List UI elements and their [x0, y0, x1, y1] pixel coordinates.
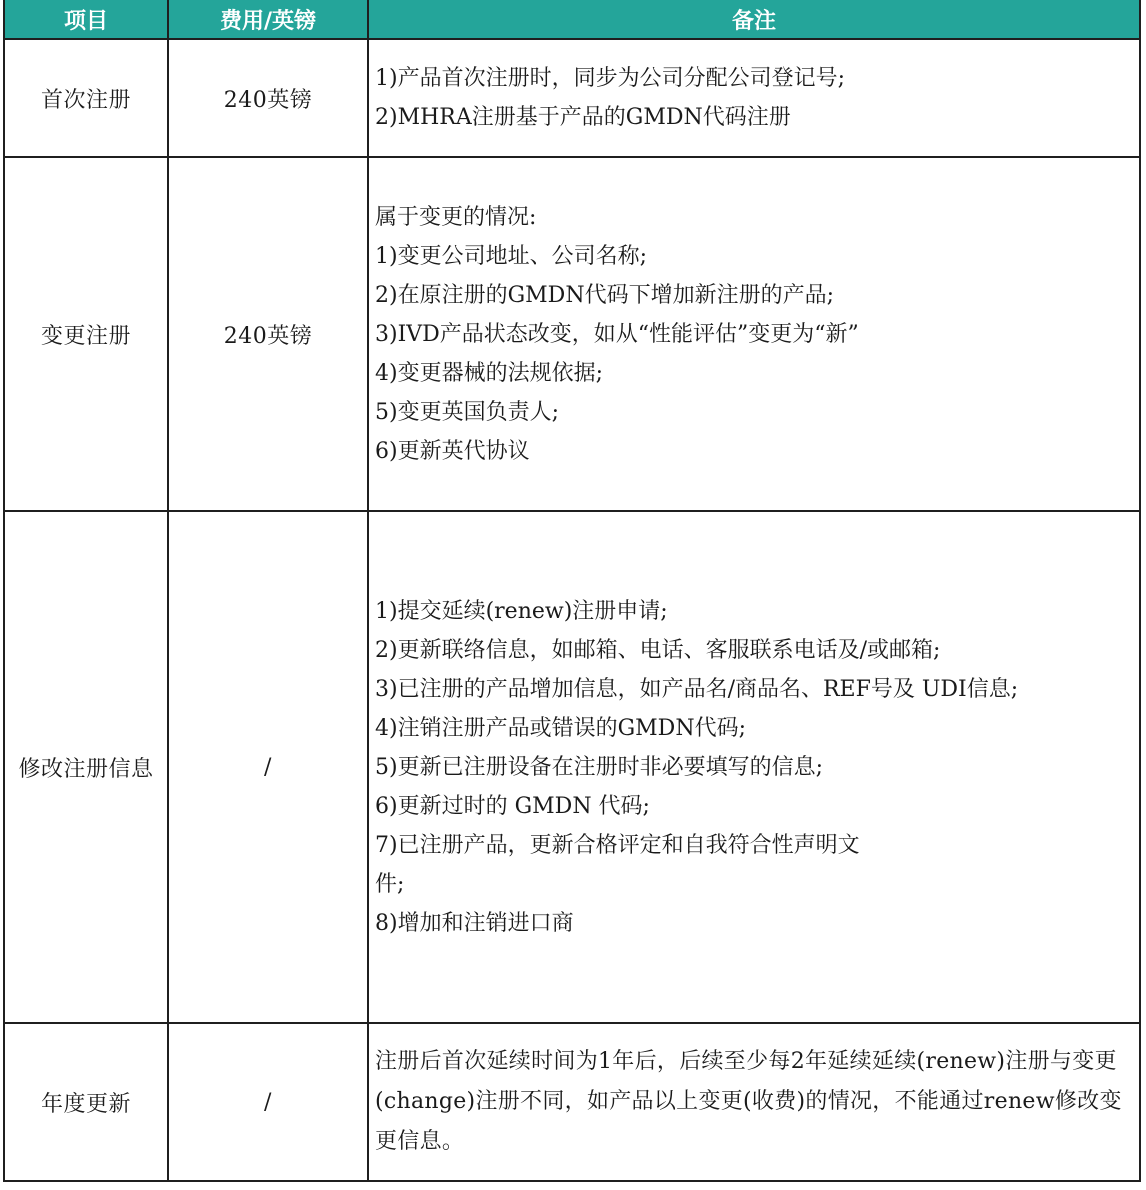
- note-line: 8)增加和注销进口商: [375, 910, 574, 936]
- note-line: 5)更新已注册设备在注册时非必要填写的信息;: [375, 754, 823, 780]
- header-fee: 费用/英镑: [168, 0, 368, 39]
- fee-cell: /: [168, 1023, 368, 1181]
- note-cell: [368, 39, 1140, 157]
- note-line: 属于变更的情况:: [375, 204, 537, 230]
- table-row: [4, 39, 1140, 157]
- note-paragraph: 注册后首次延续时间为1年后，后续至少每2年延续延续(renew)注册与变更(change)注册不同，如产品以上变更(收费)的情况，不能通过renew修改变更信息。: [375, 1049, 1122, 1154]
- fee-cell: 240英镑: [168, 157, 368, 511]
- note-line: 2)MHRA注册基于产品的GMDN代码注册: [375, 105, 791, 130]
- header-item: 项目: [4, 0, 168, 39]
- note-line: 1)提交延续(renew)注册申请;: [375, 598, 668, 624]
- header-row: [4, 0, 1140, 39]
- table-row: [4, 1023, 1140, 1181]
- note-line: 1)产品首次注册时，同步为公司分配公司登记号;: [375, 66, 845, 91]
- note-cell: [368, 511, 1140, 1023]
- note-line: 7)已注册产品，更新合格评定和自我符合性声明文: [375, 832, 860, 858]
- note-line: 3)IVD产品状态改变，如从“性能评估”变更为“新”: [375, 321, 859, 347]
- item-cell: 年度更新: [4, 1023, 168, 1181]
- note-line: 2)更新联络信息，如邮箱、电话、客服联系电话及/或邮箱;: [375, 637, 941, 663]
- item-cell: 首次注册: [4, 39, 168, 157]
- fee-cell: /: [168, 511, 368, 1023]
- header-note: 备注: [368, 0, 1140, 39]
- note-cell: [368, 1023, 1140, 1181]
- note-line: 6)更新英代协议: [375, 438, 530, 464]
- fee-cell: 240英镑: [168, 39, 368, 157]
- fee-table: [3, 0, 1141, 1182]
- note-line: 6)更新过时的 GMDN 代码;: [375, 793, 650, 819]
- note-line: 4)变更器械的法规依据;: [375, 360, 603, 386]
- note-line: 2)在原注册的GMDN代码下增加新注册的产品;: [375, 282, 834, 308]
- note-line: 3)已注册的产品增加信息，如产品名/商品名、REF号及 UDI信息;: [375, 676, 1019, 702]
- item-cell: 变更注册: [4, 157, 168, 511]
- note-line: 4)注销注册产品或错误的GMDN代码;: [375, 715, 746, 741]
- table-row: [4, 157, 1140, 511]
- note-cell: [368, 157, 1140, 511]
- note-line: 件;: [375, 871, 405, 897]
- note-line: 5)变更英国负责人;: [375, 399, 559, 425]
- note-line: 1)变更公司地址、公司名称;: [375, 243, 647, 269]
- table-row: [4, 511, 1140, 1023]
- item-cell: 修改注册信息: [4, 511, 168, 1023]
